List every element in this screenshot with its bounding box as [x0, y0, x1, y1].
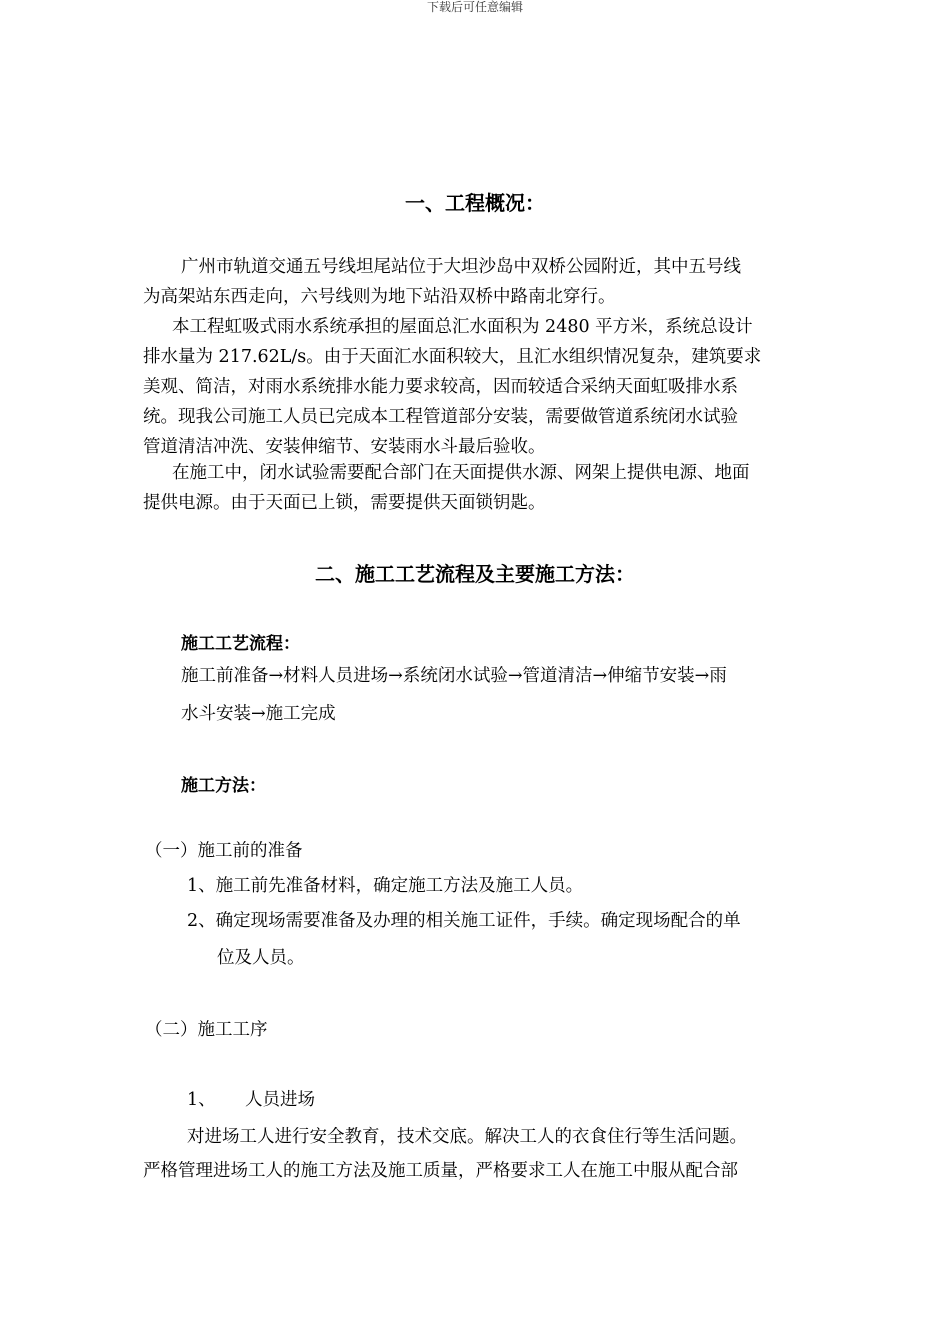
part1-item1: 1、施工前先准备材料，确定施工方法及施工人员。: [187, 876, 584, 896]
step1-line1: 对进场工人进行安全教育，技术交底。解决工人的衣食住行等生活问题。: [187, 1127, 747, 1147]
step1-label: 人员进场: [245, 1090, 315, 1110]
paragraph1-line2: 为高架站东西走向，六号线则为地下站沿双桥中路南北穿行。: [143, 287, 616, 307]
part2-title: （二）施工工序: [145, 1020, 268, 1040]
section2-title: 二、施工工艺流程及主要施工方法：: [315, 562, 635, 586]
method-heading: 施工方法：: [181, 776, 266, 796]
paragraph3-line1: 在施工中，闭水试验需要配合部门在天面提供水源、网架上提供电源、地面: [172, 463, 750, 483]
flow-heading: 施工工艺流程：: [181, 634, 300, 654]
paragraph3-line2: 提供电源。由于天面已上锁，需要提供天面锁钥匙。: [143, 493, 546, 513]
part1-title: （一）施工前的准备: [145, 841, 303, 861]
paragraph2-line2: 排水量为 217.62L/s。由于天面汇水面积较大，且汇水组织情况复杂，建筑要求: [143, 347, 762, 367]
step1-line2: 严格管理进场工人的施工方法及施工质量，严格要求工人在施工中服从配合部: [143, 1161, 738, 1181]
part1-item2-line2: 位及人员。: [217, 948, 305, 968]
step1-number: 1、: [187, 1090, 216, 1110]
paragraph2-line1: 本工程虹吸式雨水系统承担的屋面总汇水面积为 2480 平方米，系统总设计: [172, 317, 753, 337]
paragraph1-line1: 广州市轨道交通五号线坦尾站位于大坦沙岛中双桥公园附近，其中五号线: [181, 257, 741, 277]
paragraph2-line4: 统。现我公司施工人员已完成本工程管道部分安装，需要做管道系统闭水试验: [143, 407, 738, 427]
page-header-note: 下载后可任意编辑: [426, 0, 523, 14]
part1-item2-line1: 2、确定现场需要准备及办理的相关施工证件，手续。确定现场配合的单: [187, 911, 741, 931]
paragraph2-line3: 美观、简洁，对雨水系统排水能力要求较高，因而较适合采纳天面虹吸排水系: [143, 377, 738, 397]
paragraph2-line5: 管道清洁冲洗、安装伸缩节、安装雨水斗最后验收。: [143, 437, 546, 457]
flow-line2: 水斗安装→施工完成: [181, 704, 336, 724]
section1-title: 一、工程概况：: [405, 191, 545, 215]
flow-line1: 施工前准备→材料人员进场→系统闭水试验→管道清洁→伸缩节安装→雨: [181, 666, 727, 686]
